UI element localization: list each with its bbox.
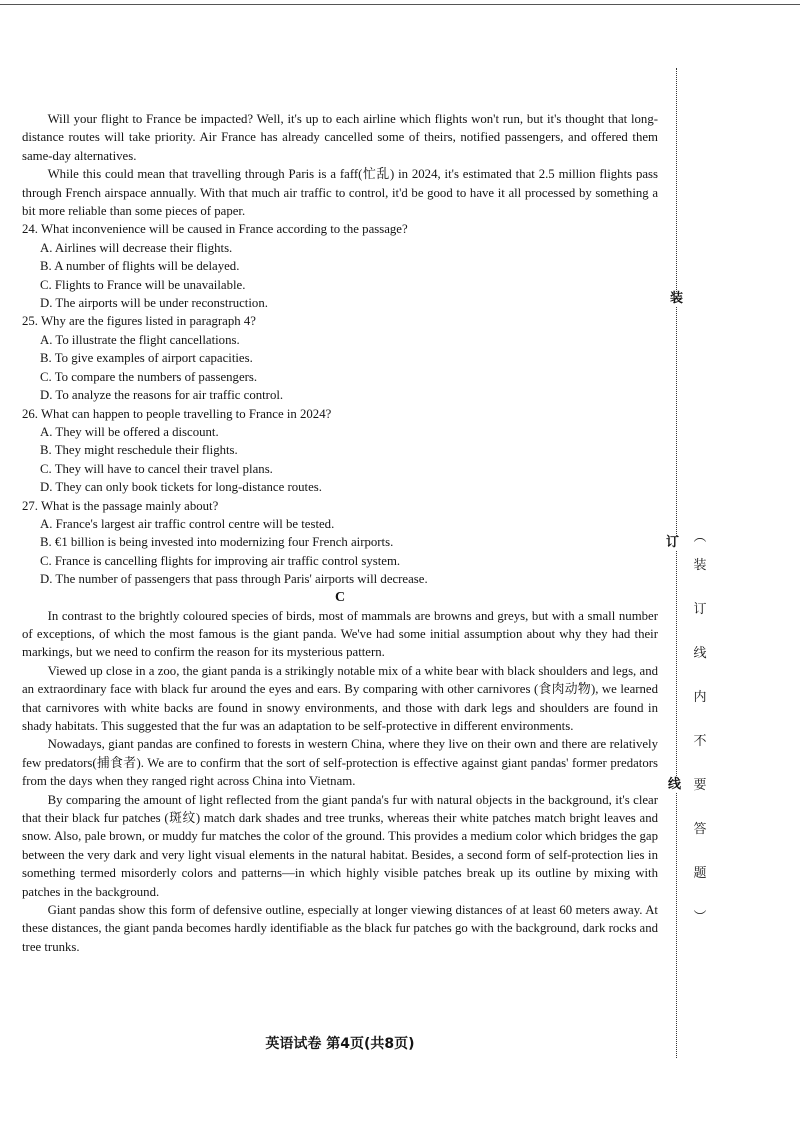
option: D. The number of passengers that pass through Paris' airports will decrease. [40, 572, 428, 587]
paragraph: While this could mean that travelling through Paris is a faff(忙乱) in 2024, it's estimated that 2.5 million flights pass through French airspace annually. With that much air traffic to control, it'd be good to have it all processed by something a bit more reliable than some pieces of paper. [22, 167, 658, 219]
paragraph: Will your flight to France be impacted? Well, it's up to each airline which flights won't run, but it's thought that long-distance routes will take priority. Air France has already cancelled some of theirs, notified passengers, and offered them same-day alternatives. [22, 112, 658, 163]
option: C. Flights to France will be unavailable. [40, 277, 246, 292]
option: D. They can only book tickets for long-distance routes. [40, 480, 322, 495]
side-char: ︶ [693, 910, 707, 925]
question-26 [22, 405, 658, 497]
option: C. They will have to cancel their travel plans. [40, 461, 273, 476]
paragraph: In contrast to the brightly coloured species of birds, most of mammals are browns and greys, but with a small number of exceptions, of which the most famous is the giant panda. We've had some initial assumption about why they had their markings, but we need to confirm the reason for its mysterious pattern. [22, 608, 658, 660]
binding-warning [690, 530, 710, 954]
side-char: 订 [693, 602, 707, 617]
option: A. Airlines will decrease their flights. [40, 240, 233, 255]
question-stem: 27. What is the passage mainly about? [22, 498, 219, 513]
option: D. To analyze the reasons for air traffic control. [40, 388, 284, 403]
section-title: C [334, 589, 346, 605]
side-char: 内 [693, 690, 707, 705]
binding-mark: 线 [668, 777, 682, 792]
option: A. France's largest air traffic control centre will be tested. [40, 516, 335, 531]
question-stem: 25. Why are the figures listed in paragraph 4? [22, 314, 256, 329]
top-border [0, 4, 800, 5]
binding-dotted-line [676, 68, 677, 1058]
option: C. To compare the numbers of passengers. [40, 369, 258, 384]
side-char: ︵ [693, 530, 707, 545]
binding-mark: 装 [670, 291, 684, 306]
option: B. €1 billion is being invested into modernizing four French airports. [40, 535, 394, 550]
option: B. They might reschedule their flights. [40, 443, 238, 458]
side-char: 装 [693, 558, 707, 573]
option: C. France is cancelling flights for improving air traffic control system. [40, 553, 401, 568]
question-27 [22, 497, 658, 589]
side-char: 题 [693, 866, 707, 881]
side-char: 答 [693, 822, 707, 837]
option: D. The airports will be under reconstruction. [40, 296, 268, 311]
question-stem: 24. What inconvenience will be caused in France according to the passage? [22, 222, 408, 237]
side-char: 要 [693, 778, 707, 793]
question-24 [22, 220, 658, 312]
option: A. They will be offered a discount. [40, 424, 219, 439]
paragraph: Nowadays, giant pandas are confined to forests in western China, where they live on their own and there are relatively few predators(捕食者). We are to confirm that the sort of self-protection is effective against giant pandas' former predators from the days when they ranged right across China into Vietnam. [22, 737, 658, 789]
paragraph: By comparing the amount of light reflected from the giant panda's fur with natural objects in the background, it's clear that their black fur patches (斑纹) match dark shades and tree trunks, whereas their white patches match bright leaves and snow. Also, pale brown, or muddy fur matches the color of the ground. This provides a medium color which bridges the gap between the very dark and very light visual elements in the natural habitat. Besides, a second form of self-protection lies in something termed misorderly colors and patterns—in which highly visible patches break up its outline by mixing with patches in the background. [22, 792, 658, 899]
option: B. A number of flights will be delayed. [40, 259, 240, 274]
page-content [22, 110, 658, 956]
side-char: 线 [693, 646, 707, 661]
option: A. To illustrate the flight cancellations. [40, 332, 240, 347]
question-25 [22, 312, 658, 404]
binding-mark: 订 [666, 535, 680, 550]
side-char: 不 [693, 734, 707, 749]
question-stem: 26. What can happen to people travelling to France in 2024? [22, 406, 332, 421]
paragraph: Giant pandas show this form of defensive outline, especially at longer viewing distances of at least 60 meters away. At these distances, the giant panda becomes hardly identifiable as the black fur patches go with the background, dark rocks and tree trunks. [22, 903, 658, 954]
paragraph: Viewed up close in a zoo, the giant panda is a strikingly notable mix of a white bear with black shoulders and legs, and an extraordinary face with black fur around the eyes and ears. By comparing with other carnivores (食肉动物), we learned that carnivores with white backs are found in snowy environments, and those with dark legs and shoulders are found in shady habitats. This suggested that the fur was an adaptation to be self-protective in different environments. [22, 663, 658, 733]
page-footer: 英语试卷 第4页(共8页) [265, 1036, 415, 1052]
option: B. To give examples of airport capacities. [40, 351, 253, 366]
